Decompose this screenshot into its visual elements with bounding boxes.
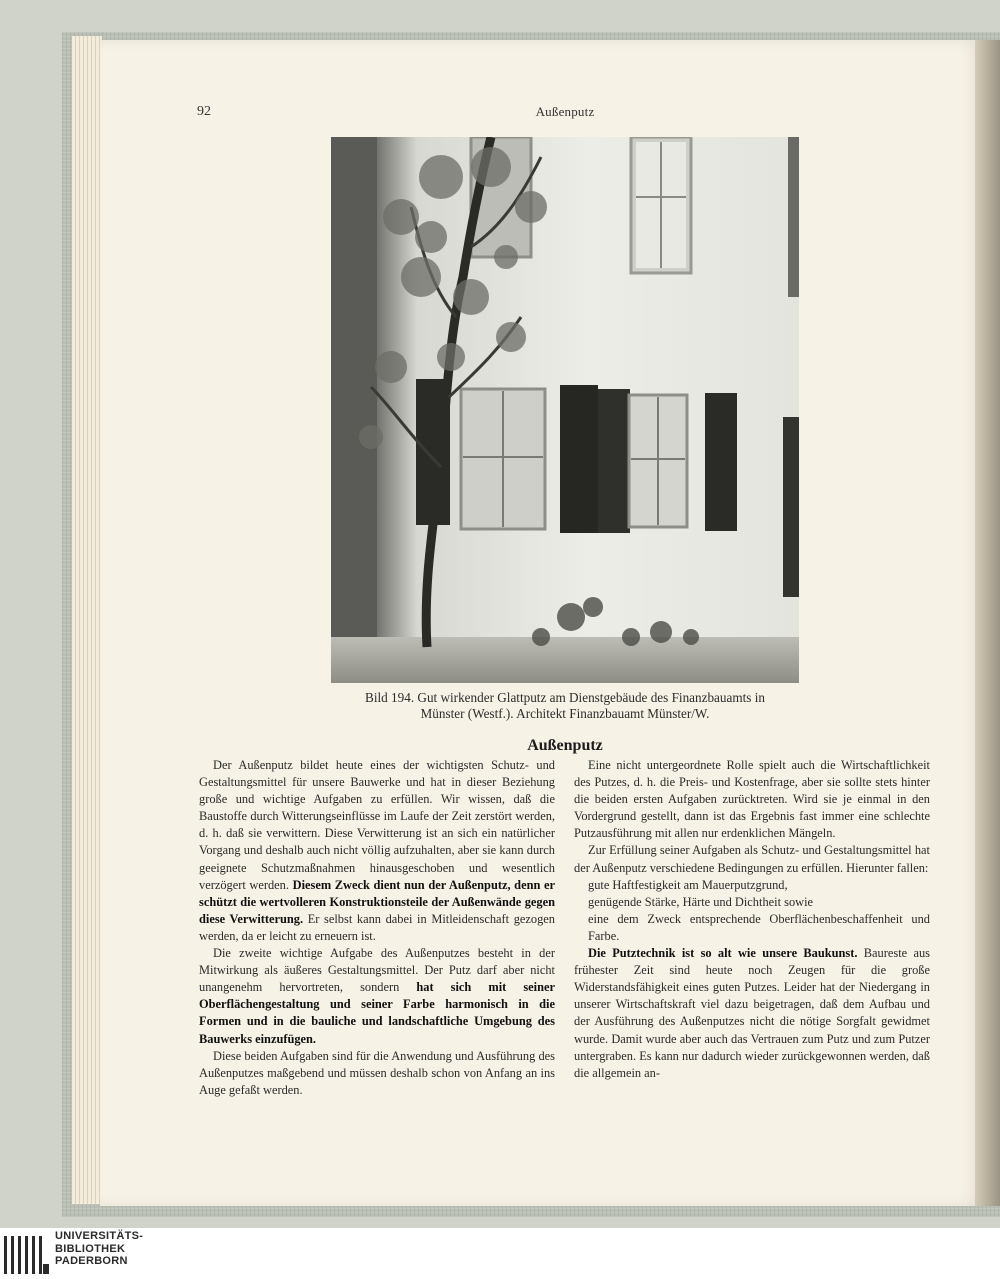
- right-column: [574, 757, 930, 1082]
- paragraph-4: Eine nicht untergeordnete Rolle spielt auch die Wirtschaftlichkeit des Putzes, d. h. die Preis- und Kostenfrage, aber sie sollte stets hinter die beiden ersten Aufgaben zurücktreten. Wird sie je einmal in den Vordergrund gestellt, dann ist das Ergebnis fast immer eine schlechte Putzausführung mit allen nur erdenklichen Mängeln.: [574, 758, 930, 841]
- library-name: [55, 1230, 143, 1268]
- caption-line-1: Bild 194. Gut wirkender Glattputz am Dienstgebäude des Finanzbauamts in: [365, 690, 765, 705]
- figure-photo: [331, 137, 799, 683]
- left-column: [199, 757, 555, 1099]
- paragraph-6-bold: Die Putztechnik ist so alt wie unsere Baukunst.: [588, 946, 858, 961]
- paragraph-1-text: Der Außenputz bildet heute eines der wichtigsten Schutz- und Gestaltungsmittel für unsere Bauwerke und hat in dieser Beziehung große und wichtige Aufgaben zu erfüllen. Wir wissen, daß die Baustoffe durch Witterungseinflüsse im Laufe der Zeit zerstört werden, d. h. daß sie verwittern. Diese Verwitterung ist an sich ein natürlicher Vorgang und deshalb auch nicht völlig aufzuhalten, aber sie kann durch geeignete Schutzmaßnahmen hinausgeschoben und wesentlich verzögert werden.: [199, 758, 555, 892]
- list-item: gute Haftfestigkeit am Mauerputzgrund,: [588, 877, 788, 892]
- library-name-line-3: PADERBORN: [55, 1255, 128, 1267]
- list-item: eine dem Zweck entsprechende Oberflächenbeschaffenheit und Farbe.: [588, 911, 930, 943]
- paragraph-1-end: Er selbst kann dabei in Mitleidenschaft gezogen werden, da er leicht zu erneuern ist.: [199, 911, 555, 943]
- library-name-line-1: UNIVERSITÄTS-: [55, 1230, 144, 1242]
- caption-line-2: Münster (Westf.). Architekt Finanzbauamt Münster/W.: [420, 706, 710, 721]
- paragraph-1-bold: Diesem Zweck dient nun der Außenputz, denn er schützt die wertvolleren Konstruktionsteile der Außenwände gegen diese Verwitterung.: [199, 877, 555, 926]
- list-item: genügende Stärke, Härte und Dichtheit sowie: [588, 894, 814, 909]
- section-heading: Außenputz: [527, 737, 603, 754]
- paragraph-1: [199, 757, 555, 945]
- paragraph-2-text: Die zweite wichtige Aufgabe des Außenputzes besteht in der Mitwirkung als äußeres Gestaltungsmittel. Der Putz darf aber nicht unangenehm hervortreten, sondern: [199, 946, 555, 995]
- library-name-line-2: BIBLIOTHEK: [55, 1242, 126, 1255]
- library-logo-icon: [3, 1232, 49, 1276]
- paragraph-6: [574, 945, 930, 1082]
- page-number: 92: [197, 104, 211, 119]
- page-gutter-shadow: [975, 40, 1000, 1206]
- running-title: Außenputz: [535, 104, 595, 119]
- footer-bar: [0, 1228, 1000, 1279]
- paragraph-2: [199, 945, 555, 1048]
- paragraph-5: Zur Erfüllung seiner Aufgaben als Schutz- und Gestaltungsmittel hat der Außenputz verschiedene Bedingungen zu erfüllen. Hierunter fallen:: [574, 843, 930, 875]
- page-stack-edges: [72, 36, 102, 1204]
- paragraph-6-text: Baureste aus frühester Zeit sind heute noch Zeugen für die große Widerstandsfähigkeit eines guten Putzes. Leider hat der Niedergang in unserer Wirtschaftskraft viel dazu beigetragen, daß dem Aufbau und der Ausführung des Außenputzes nicht die nötige Sorgfalt gewidmet wurde. Damit wurde aber auch das Vertrauen zum Putz und zum Putzer untergraben. Es kann nur dadurch wieder zurückgewonnen werden, daß die allgemein an-: [574, 946, 930, 1080]
- paragraph-3: Diese beiden Aufgaben sind für die Anwendung und Ausführung des Außenputzes maßgebend und müssen deshalb schon von Anfang an ins Auge gefaßt werden.: [199, 1048, 555, 1097]
- figure-caption: [320, 690, 810, 722]
- paragraph-2-bold: hat sich mit seiner Oberflächengestaltung und seiner Farbe harmonisch in die Formen und in die bauliche und landschaftliche Umgebung des Bauwerks einzufügen.: [199, 980, 555, 1046]
